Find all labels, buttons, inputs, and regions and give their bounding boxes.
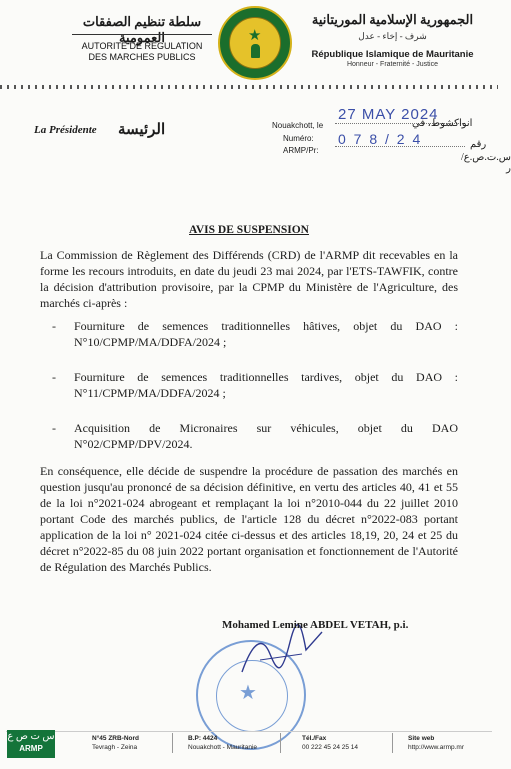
document-title: AVIS DE SUSPENSION (189, 224, 309, 236)
number-rule (335, 146, 465, 147)
phone-label: Tél./Fax (302, 735, 327, 742)
armp-ref-label: ARMP/Pr: (283, 146, 319, 155)
armp-ref-label-arabic: س.ت.ص.ع/ر (460, 152, 511, 174)
address-line2: Tevragh - Zeina (92, 744, 138, 751)
sender-title-french: La Présidente (34, 124, 97, 136)
number-label: Numéro: (283, 134, 314, 143)
website-url[interactable]: http://www.armp.mr (408, 744, 464, 751)
reference-number: 0 7 8 / 2 4 (338, 131, 423, 147)
phone-number: 00 222 45 24 25 14 (302, 744, 359, 751)
authority-name-line2: DES MARCHES PUBLICS (88, 52, 196, 62)
logo-text-arabic: س ت ص ع (7, 731, 55, 742)
place-label: Nouakchott, le (272, 121, 324, 130)
bullet-dash: - (52, 370, 56, 384)
star-icon: ★ (239, 682, 257, 704)
authority-name-line1: AUTORITE DE REGULATION (81, 41, 203, 51)
signature-icon (232, 624, 332, 684)
sender-title-arabic: الرئيسة (118, 122, 166, 138)
footer-separator (392, 733, 393, 753)
star-icon: ★ (248, 28, 262, 44)
divider (72, 34, 212, 35)
list-item (52, 318, 458, 350)
national-seal-icon (218, 6, 292, 80)
list-item (52, 420, 458, 452)
footer-address (92, 734, 139, 752)
republic-name-arabic: الجمهورية الإسلامية الموريتانية (311, 12, 474, 27)
authority-name-french (62, 41, 222, 63)
footer-website (408, 734, 464, 752)
footer-po-box (188, 734, 257, 752)
armp-logo-icon (7, 730, 55, 758)
footer-separator (172, 733, 173, 753)
date-stamp: 27 MAY 2024 (338, 106, 439, 123)
website-label: Site web (408, 735, 435, 742)
authority-name-arabic: سلطة تنظيم الصفقات العمومية (82, 14, 202, 45)
footer-divider (6, 731, 492, 732)
po-box-line2: Nouakchott - Mauritanie (188, 744, 258, 751)
republic-motto-french: Honneur - Fraternité - Justice (346, 61, 439, 68)
intro-paragraph: La Commission de Règlement des Différends (CRD) de l'ARMP dit recevables en la forme les recours introduits, en date du jeudi 23 mai 2024, par l'ETS-TAWFIK, contre la décision d'attribution provisoire, par la CPMP du Ministère de l'Agriculture, des marchés ci-après : (40, 248, 458, 310)
contract-list (52, 318, 458, 471)
footer-separator (280, 733, 281, 753)
conclusion-paragraph: En conséquence, elle décide de suspendre la procédure de passation des marchés en question jusqu'au prononcé de sa décision définitive, en vertu des articles 40, 41 et 55 de la loi n°2021-024 abrogeant et remplaçant la loi n°2010-044 du 22 juillet 2010 portant Code des marchés publics, de l'article 128 du décret n°2022-083 portant application de la loi n° 2021-024 citée ci-dessus et des articles 18,19, 20, 24 et 25 du décret n°2022-85 du 08 juin 2022 portant organisation et fonctionnement de l'Autorité de Régulation des Marchés Publics. (40, 464, 458, 574)
bullet-dash: - (52, 319, 56, 333)
list-item-text: Acquisition de Micronaires sur véhicules, objet du DAO N°02/CPMP/DPV/2024. (74, 421, 458, 451)
place-label-arabic: انواكشوط، في (412, 118, 473, 129)
republic-motto-arabic: شرف - إخاء - عدل (358, 31, 427, 41)
palm-icon (251, 44, 260, 58)
seal-inner-ring (229, 17, 281, 69)
bullet-dash: - (52, 421, 56, 435)
signatory-name: Mohamed Lemine ABDEL VETAH, p.i. (222, 619, 409, 631)
footer-phone (302, 734, 358, 752)
republic-name-french: République Islamique de Mauritanie (311, 49, 474, 60)
po-box-line1: B.P: 4424 (188, 735, 218, 742)
list-item (52, 369, 458, 401)
logo-text-french: ARMP (19, 744, 43, 753)
number-label-arabic: رقم (470, 139, 487, 150)
address-line1: N°45 ZRB-Nord (92, 735, 140, 742)
list-item-text: Fourniture de semences traditionnelles hâtives, objet du DAO : N°10/CPMP/MA/DDFA/2024 ; (74, 319, 458, 349)
header-divider (0, 85, 498, 89)
list-item-text: Fourniture de semences traditionnelles tardives, objet du DAO : N°11/CPMP/MA/DDFA/2024 ; (74, 370, 458, 400)
